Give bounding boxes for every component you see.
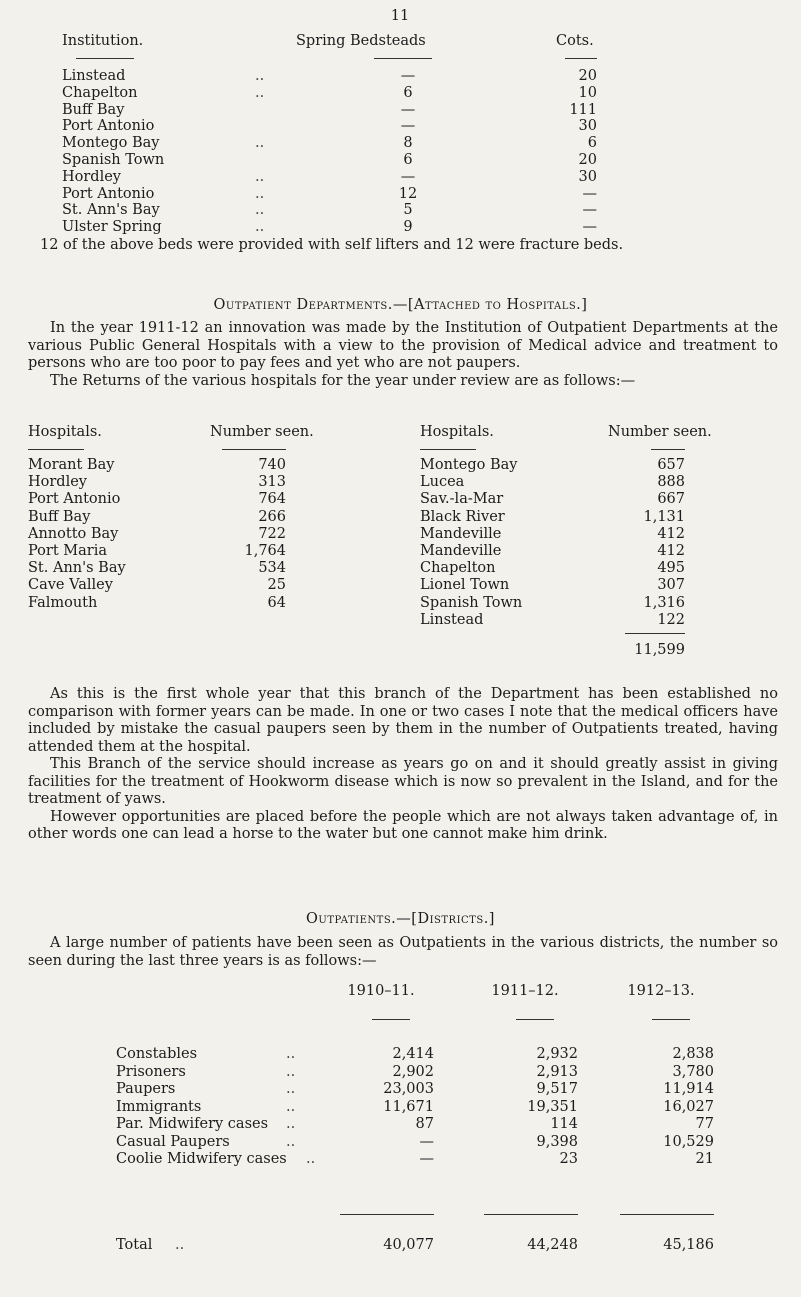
beds-header-cots: Cots. <box>556 33 594 49</box>
beds-row-spring: 8 <box>403 135 413 152</box>
total-label-text: Total <box>116 1237 153 1253</box>
beds-row-institution: Port Antonio <box>62 185 155 202</box>
number-seen-header-right: Number seen. <box>608 424 712 440</box>
rule <box>651 449 685 450</box>
leader-dots: .. <box>286 1116 296 1132</box>
leader-dots: .. <box>306 1151 316 1167</box>
hospital-number-seen: 412 <box>657 525 685 542</box>
hospital-name: Hordley <box>28 474 87 491</box>
outpatient-intro <box>28 320 778 390</box>
hospital-name: Cave Valley <box>28 577 113 594</box>
leader-dots: .. <box>255 68 265 84</box>
rule <box>372 1019 410 1020</box>
hospital-name: Mandeville <box>420 543 502 559</box>
hospital-number-seen: 740 <box>258 457 286 473</box>
beds-row-cots: — <box>582 202 597 219</box>
commentary <box>28 686 778 844</box>
outpatient-paragraph-1: In the year 1911-12 an innovation was made by the Institution of Outpatient Departments at the various Public General Hospitals with a view to the provision of Medical advice and treatment to persons who are too poor to pay fees and yet who are not paupers. <box>28 320 778 371</box>
rule <box>516 1019 554 1020</box>
leader-dots: .. <box>255 168 265 185</box>
leader-dots: .. <box>255 219 265 236</box>
hospital-name: Linstead <box>420 611 484 628</box>
leader-dots: .. <box>255 202 265 219</box>
beds-row-spring: 12 <box>398 185 418 202</box>
district-total-value: 40,077 <box>383 1237 434 1253</box>
hospital-name: Falmouth <box>28 594 98 611</box>
leader-dots: .. <box>286 1046 296 1062</box>
beds-row-spring: 6 <box>403 84 413 101</box>
hospitals-total: 11,599 <box>634 642 685 658</box>
hospital-name: Buff Bay <box>28 508 91 525</box>
hospital-name: Annotto Bay <box>28 525 119 542</box>
beds-row-institution: Spanish Town <box>62 152 165 168</box>
hospital-name: Lionel Town <box>420 577 510 594</box>
rule <box>625 633 685 634</box>
beds-row-cots: — <box>582 219 597 236</box>
hospital-number-seen: 412 <box>657 543 685 559</box>
beds-row-institution: Hordley <box>62 168 121 185</box>
district-row-value: 9,517 <box>536 1081 578 1097</box>
commentary-paragraph-3: However opportunities are placed before the people which are not always taken advantage of, in other words one can lead a horse to the water but one cannot make him drink. <box>28 808 778 842</box>
rule <box>76 58 134 59</box>
outpatient-paragraph-2: The Returns of the various hospitals for the year under review are as follows:— <box>50 372 636 389</box>
hospitals-header-right: Hospitals. <box>420 424 494 440</box>
rule <box>340 1214 434 1215</box>
leader-dots: .. <box>286 1081 296 1097</box>
district-row-value: 11,671 <box>383 1098 434 1115</box>
beds-row-institution: Port Antonio <box>62 118 155 135</box>
hospital-number-seen: 764 <box>258 491 286 508</box>
beds-row-institution: Montego Bay <box>62 135 160 152</box>
district-row-value: 2,414 <box>392 1046 434 1062</box>
leader-dots: .. <box>255 135 265 152</box>
hospital-number-seen: 1,764 <box>244 543 286 559</box>
beds-row-institution: Ulster Spring <box>62 219 162 236</box>
district-row-label: Prisoners <box>116 1063 186 1080</box>
districts-intro <box>28 935 778 970</box>
district-total-value: 44,248 <box>527 1237 578 1253</box>
district-row-value: 23,003 <box>383 1081 434 1097</box>
district-row-value: 87 <box>415 1116 434 1132</box>
beds-row-cots: 30 <box>578 118 597 135</box>
hospital-name: Black River <box>420 508 505 525</box>
district-row-value: — <box>419 1151 434 1167</box>
hospital-number-seen: 25 <box>267 577 286 594</box>
hospital-name: St. Ann's Bay <box>28 560 126 577</box>
district-row-value: 16,027 <box>663 1098 714 1115</box>
beds-row-cots: 6 <box>587 135 597 152</box>
beds-row-institution: Linstead <box>62 68 126 84</box>
beds-row-institution: St. Ann's Bay <box>62 202 160 219</box>
rule <box>652 1019 690 1020</box>
hospital-number-seen: 1,131 <box>643 508 685 525</box>
rule <box>484 1214 578 1215</box>
beds-row-spring: 6 <box>403 152 413 168</box>
leader-dots: .. <box>255 185 265 202</box>
district-row-label: Casual Paupers <box>116 1133 230 1150</box>
beds-row-cots: 20 <box>578 152 597 168</box>
hospital-number-seen: 1,316 <box>643 594 685 611</box>
district-row-value: 19,351 <box>527 1098 578 1115</box>
beds-row-spring: — <box>400 101 416 118</box>
beds-row-cots: 10 <box>578 84 597 101</box>
beds-row-cots: 111 <box>569 101 597 118</box>
rule <box>374 58 432 59</box>
district-row-value: 10,529 <box>663 1133 714 1150</box>
rule <box>565 58 597 59</box>
district-row-value: 2,838 <box>672 1046 714 1062</box>
district-row-label: Par. Midwifery cases <box>116 1116 269 1132</box>
outpatient-departments-heading: Outpatient Departments.—[Attached to Hospitals.] <box>213 297 588 313</box>
commentary-paragraph-2: This Branch of the service should increase as years go on and it should greatly assist in giving facilities for the treatment of Hookworm disease which is now so prevalent in the Island, and for the treatment of yaws. <box>28 756 778 807</box>
district-row-value: 2,932 <box>536 1046 578 1062</box>
number-seen-header-left: Number seen. <box>210 424 314 440</box>
year-header: 1910–11. <box>347 983 415 999</box>
beds-note: 12 of the above beds were provided with self lifters and 12 were fracture beds. <box>40 237 624 253</box>
page-number: 11 <box>390 8 410 24</box>
leader-dots: .. <box>286 1098 296 1115</box>
hospital-number-seen: 495 <box>657 560 685 577</box>
district-row-value: 21 <box>695 1151 714 1167</box>
districts-intro-text: A large number of patients have been seen as Outpatients in the various districts, the number so seen during the last three years is as follows:— <box>28 935 778 969</box>
hospital-name: Port Antonio <box>28 491 121 508</box>
beds-header-spring: Spring Bedsteads <box>296 33 426 49</box>
district-row-label: Paupers <box>116 1081 176 1097</box>
beds-row-institution: Buff Bay <box>62 101 125 118</box>
hospital-name: Port Maria <box>28 543 107 559</box>
hospital-number-seen: 266 <box>258 508 286 525</box>
district-row-value: 9,398 <box>536 1133 578 1150</box>
beds-row-spring: — <box>400 68 416 84</box>
district-row-value: 23 <box>559 1151 578 1167</box>
district-row-value: — <box>419 1133 434 1150</box>
hospital-name: Lucea <box>420 474 465 491</box>
hospital-name: Sav.-la-Mar <box>420 491 504 508</box>
district-row-value: 2,902 <box>392 1063 434 1080</box>
beds-row-institution: Chapelton <box>62 84 138 101</box>
districts-heading: Outpatients.—[Districts.] <box>306 911 495 927</box>
beds-row-cots: 20 <box>578 68 597 84</box>
hospital-number-seen: 722 <box>258 525 286 542</box>
rule <box>28 449 84 450</box>
hospital-number-seen: 667 <box>657 491 685 508</box>
hospital-name: Spanish Town <box>420 594 523 611</box>
commentary-paragraph-1: As this is the first whole year that this branch of the Department has been established no comparison with former years can be made. In one or two cases I note that the medical officers have included by mistake the casual paupers seen by them in the number of Outpatients treated, having attended them at the hospital. <box>28 686 778 755</box>
hospitals-header-left: Hospitals. <box>28 424 102 440</box>
hospital-number-seen: 122 <box>657 611 685 628</box>
rule <box>222 449 286 450</box>
total-dots: .. <box>175 1237 185 1253</box>
beds-row-spring: 5 <box>403 202 413 219</box>
hospital-number-seen: 64 <box>267 594 286 611</box>
leader-dots: .. <box>286 1133 296 1150</box>
district-row-value: 2,913 <box>536 1063 578 1080</box>
beds-row-spring: 9 <box>403 219 413 236</box>
hospital-number-seen: 888 <box>657 474 685 491</box>
leader-dots: .. <box>255 84 265 101</box>
hospital-number-seen: 307 <box>657 577 685 594</box>
year-header: 1912–13. <box>627 983 695 999</box>
rule <box>420 449 476 450</box>
leader-dots: .. <box>286 1063 296 1080</box>
beds-row-spring: — <box>400 118 416 135</box>
district-row-value: 114 <box>550 1116 578 1132</box>
beds-header-institution: Institution. <box>62 33 144 49</box>
district-row-label: Constables <box>116 1046 198 1062</box>
district-row-value: 11,914 <box>663 1081 714 1097</box>
district-row-value: 77 <box>695 1116 714 1132</box>
hospital-number-seen: 313 <box>258 474 286 491</box>
district-row-value: 3,780 <box>672 1063 714 1080</box>
hospital-number-seen: 657 <box>657 457 685 473</box>
district-row-label: Immigrants <box>116 1098 202 1115</box>
beds-row-spring: — <box>400 168 416 185</box>
district-total-value: 45,186 <box>663 1237 714 1253</box>
hospital-name: Chapelton <box>420 560 496 577</box>
total-label <box>116 1237 184 1253</box>
hospital-name: Montego Bay <box>420 457 518 473</box>
hospital-number-seen: 534 <box>258 560 286 577</box>
beds-row-cots: 30 <box>578 168 597 185</box>
hospital-name: Morant Bay <box>28 457 115 473</box>
year-header: 1911–12. <box>491 983 559 999</box>
district-row-label: Coolie Midwifery cases <box>116 1151 287 1167</box>
beds-row-cots: — <box>582 185 597 202</box>
hospital-name: Mandeville <box>420 525 502 542</box>
rule <box>620 1214 714 1215</box>
